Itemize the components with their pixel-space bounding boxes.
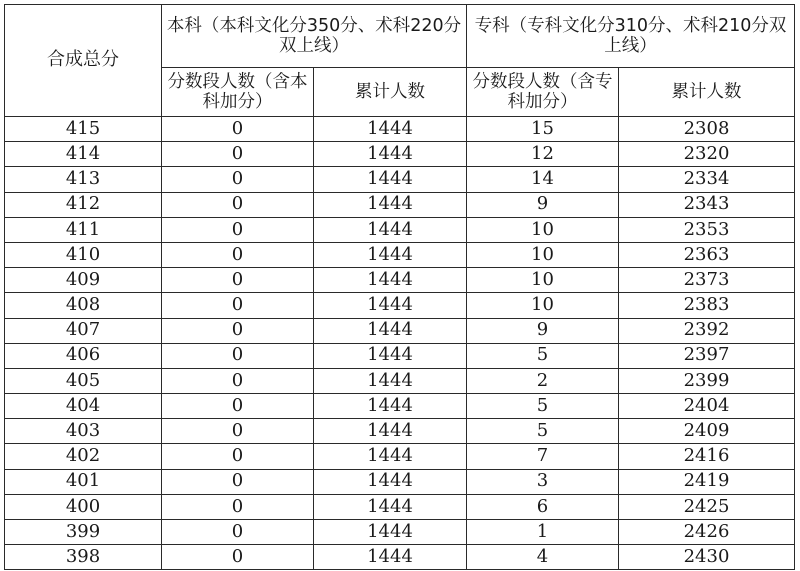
cell-score: 411 xyxy=(5,217,162,242)
table-row xyxy=(5,343,795,368)
cell-vocational-segment: 2 xyxy=(467,368,619,393)
header-undergrad-segment-count: 分数段人数（含本科加分） xyxy=(162,68,314,117)
cell-vocational-cumulative: 2392 xyxy=(619,318,795,343)
cell-score: 400 xyxy=(5,494,162,519)
cell-score: 415 xyxy=(5,117,162,142)
cell-vocational-cumulative: 2363 xyxy=(619,242,795,267)
cell-vocational-segment: 1 xyxy=(467,520,619,545)
cell-vocational-segment: 10 xyxy=(467,293,619,318)
cell-undergrad-segment: 0 xyxy=(162,192,314,217)
cell-undergrad-segment: 0 xyxy=(162,469,314,494)
cell-vocational-segment: 10 xyxy=(467,242,619,267)
table-row xyxy=(5,242,795,267)
cell-score: 406 xyxy=(5,343,162,368)
cell-vocational-segment: 10 xyxy=(467,268,619,293)
cell-undergrad-cumulative: 1444 xyxy=(314,444,467,469)
cell-undergrad-segment: 0 xyxy=(162,268,314,293)
cell-vocational-cumulative: 2343 xyxy=(619,192,795,217)
cell-undergrad-cumulative: 1444 xyxy=(314,318,467,343)
cell-vocational-cumulative: 2426 xyxy=(619,520,795,545)
cell-vocational-segment: 10 xyxy=(467,217,619,242)
cell-score: 401 xyxy=(5,469,162,494)
cell-vocational-segment: 5 xyxy=(467,419,619,444)
cell-score: 398 xyxy=(5,545,162,570)
cell-score: 408 xyxy=(5,293,162,318)
cell-vocational-segment: 15 xyxy=(467,117,619,142)
cell-undergrad-segment: 0 xyxy=(162,142,314,167)
cell-undergrad-segment: 0 xyxy=(162,520,314,545)
score-table-container xyxy=(4,4,795,570)
header-undergraduate: 本科（本科文化分350分、术科220分双上线） xyxy=(162,5,467,68)
table-row xyxy=(5,268,795,293)
cell-score: 399 xyxy=(5,520,162,545)
cell-vocational-cumulative: 2399 xyxy=(619,368,795,393)
cell-undergrad-segment: 0 xyxy=(162,343,314,368)
cell-score: 410 xyxy=(5,242,162,267)
cell-undergrad-cumulative: 1444 xyxy=(314,192,467,217)
cell-undergrad-cumulative: 1444 xyxy=(314,268,467,293)
cell-score: 403 xyxy=(5,419,162,444)
cell-undergrad-cumulative: 1444 xyxy=(314,242,467,267)
cell-undergrad-segment: 0 xyxy=(162,167,314,192)
cell-undergrad-segment: 0 xyxy=(162,494,314,519)
table-row xyxy=(5,494,795,519)
cell-score: 412 xyxy=(5,192,162,217)
cell-score: 405 xyxy=(5,368,162,393)
cell-undergrad-cumulative: 1444 xyxy=(314,142,467,167)
table-row xyxy=(5,469,795,494)
header-vocational-segment-count: 分数段人数（含专科加分） xyxy=(467,68,619,117)
cell-undergrad-cumulative: 1444 xyxy=(314,343,467,368)
cell-undergrad-segment: 0 xyxy=(162,545,314,570)
cell-undergrad-cumulative: 1444 xyxy=(314,293,467,318)
table-row xyxy=(5,293,795,318)
cell-vocational-cumulative: 2419 xyxy=(619,469,795,494)
cell-vocational-cumulative: 2320 xyxy=(619,142,795,167)
cell-undergrad-cumulative: 1444 xyxy=(314,217,467,242)
cell-undergrad-segment: 0 xyxy=(162,368,314,393)
cell-vocational-cumulative: 2409 xyxy=(619,419,795,444)
cell-vocational-segment: 14 xyxy=(467,167,619,192)
cell-undergrad-segment: 0 xyxy=(162,293,314,318)
cell-score: 409 xyxy=(5,268,162,293)
cell-vocational-segment: 12 xyxy=(467,142,619,167)
cell-undergrad-cumulative: 1444 xyxy=(314,368,467,393)
cell-vocational-cumulative: 2425 xyxy=(619,494,795,519)
cell-score: 402 xyxy=(5,444,162,469)
cell-undergrad-cumulative: 1444 xyxy=(314,520,467,545)
cell-undergrad-cumulative: 1444 xyxy=(314,394,467,419)
cell-undergrad-cumulative: 1444 xyxy=(314,545,467,570)
cell-vocational-segment: 3 xyxy=(467,469,619,494)
table-row xyxy=(5,117,795,142)
cell-undergrad-segment: 0 xyxy=(162,419,314,444)
table-body xyxy=(5,117,795,570)
table-header xyxy=(5,5,795,117)
table-row xyxy=(5,318,795,343)
cell-vocational-cumulative: 2308 xyxy=(619,117,795,142)
cell-undergrad-cumulative: 1444 xyxy=(314,167,467,192)
cell-vocational-segment: 7 xyxy=(467,444,619,469)
cell-vocational-cumulative: 2397 xyxy=(619,343,795,368)
cell-undergrad-cumulative: 1444 xyxy=(314,419,467,444)
cell-undergrad-cumulative: 1444 xyxy=(314,469,467,494)
cell-vocational-segment: 4 xyxy=(467,545,619,570)
cell-score: 413 xyxy=(5,167,162,192)
cell-vocational-cumulative: 2416 xyxy=(619,444,795,469)
header-row-group xyxy=(5,5,795,68)
cell-undergrad-segment: 0 xyxy=(162,117,314,142)
cell-vocational-segment: 6 xyxy=(467,494,619,519)
cell-undergrad-segment: 0 xyxy=(162,242,314,267)
header-undergrad-cumulative: 累计人数 xyxy=(314,68,467,117)
cell-vocational-segment: 9 xyxy=(467,192,619,217)
cell-undergrad-cumulative: 1444 xyxy=(314,117,467,142)
cell-undergrad-segment: 0 xyxy=(162,444,314,469)
table-row xyxy=(5,167,795,192)
cell-undergrad-segment: 0 xyxy=(162,394,314,419)
table-row xyxy=(5,394,795,419)
cell-vocational-segment: 5 xyxy=(467,394,619,419)
header-total-score: 合成总分 xyxy=(5,5,162,117)
header-vocational-cumulative: 累计人数 xyxy=(619,68,795,117)
cell-undergrad-segment: 0 xyxy=(162,217,314,242)
cell-vocational-cumulative: 2430 xyxy=(619,545,795,570)
cell-vocational-cumulative: 2383 xyxy=(619,293,795,318)
table-row xyxy=(5,444,795,469)
cell-score: 407 xyxy=(5,318,162,343)
cell-vocational-cumulative: 2404 xyxy=(619,394,795,419)
table-row xyxy=(5,545,795,570)
table-row xyxy=(5,142,795,167)
cell-score: 414 xyxy=(5,142,162,167)
cell-vocational-cumulative: 2334 xyxy=(619,167,795,192)
table-row xyxy=(5,217,795,242)
cell-vocational-cumulative: 2353 xyxy=(619,217,795,242)
table-row xyxy=(5,368,795,393)
table-row xyxy=(5,520,795,545)
table-row xyxy=(5,419,795,444)
cell-undergrad-cumulative: 1444 xyxy=(314,494,467,519)
table-row xyxy=(5,192,795,217)
cell-score: 404 xyxy=(5,394,162,419)
header-vocational: 专科（专科文化分310分、术科210分双上线） xyxy=(467,5,795,68)
cell-vocational-segment: 9 xyxy=(467,318,619,343)
cell-vocational-segment: 5 xyxy=(467,343,619,368)
score-distribution-table xyxy=(4,4,795,570)
cell-undergrad-segment: 0 xyxy=(162,318,314,343)
cell-vocational-cumulative: 2373 xyxy=(619,268,795,293)
